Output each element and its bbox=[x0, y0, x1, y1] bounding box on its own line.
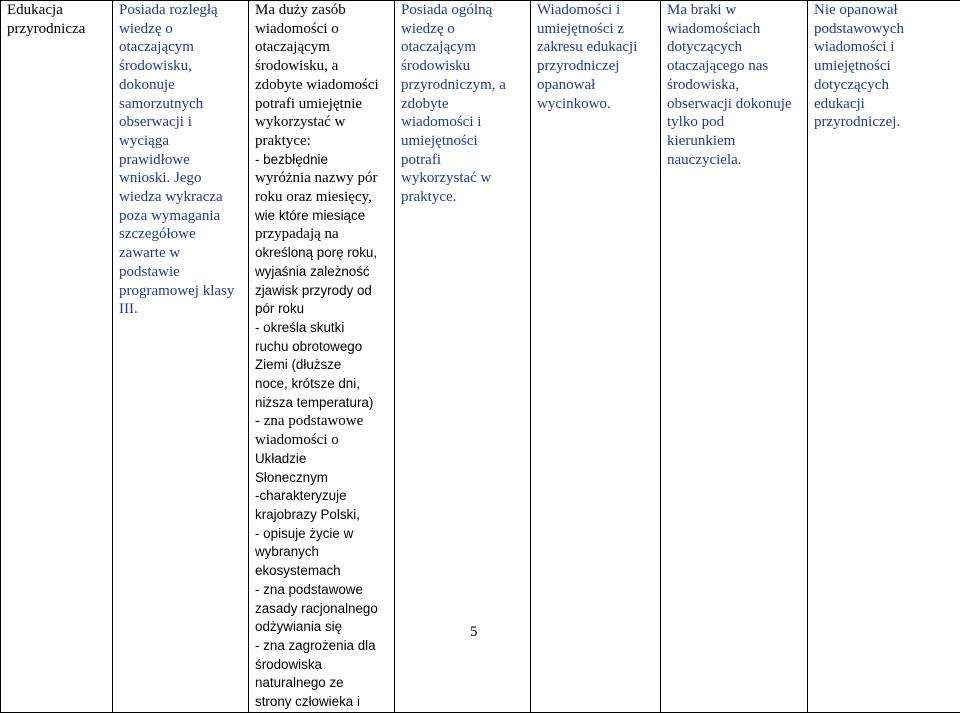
grade-5-text-line: - określa skutki bbox=[255, 319, 388, 338]
grade-1-text-line: Nie opanował bbox=[814, 1, 954, 20]
grade-5-text-line: - zna podstawowe bbox=[255, 412, 388, 431]
grade-5-text-line: roku oraz miesięcy, bbox=[255, 188, 388, 207]
grade-3-text-line: umiejętności z bbox=[537, 20, 654, 39]
cell-grade-2 bbox=[661, 1, 808, 713]
grade-6-text-line: samorzutnych bbox=[119, 95, 242, 114]
cell-grade-1 bbox=[808, 1, 960, 713]
cell-grade-4 bbox=[395, 1, 531, 713]
grade-6-text-line: Posiada rozległą bbox=[119, 1, 242, 20]
cell-grade-5 bbox=[249, 1, 395, 713]
grade-5-text-line: wybranych bbox=[255, 543, 388, 562]
grade-1-text-line: podstawowych bbox=[814, 20, 954, 39]
grade-5-text-line: pór roku bbox=[255, 300, 388, 319]
grade-5-text-line: krajobrazy Polski, bbox=[255, 506, 388, 525]
grade-4-text-line: zdobyte bbox=[401, 95, 524, 114]
grade-1-text-line: przyrodniczej. bbox=[814, 113, 954, 132]
grade-5-text-line: Słonecznym bbox=[255, 469, 388, 488]
grade-5-text-line: - zna podstawowe bbox=[255, 581, 388, 600]
grade-5-text-line: wiadomości o bbox=[255, 431, 388, 450]
grade-5-text-line: Układzie bbox=[255, 450, 388, 469]
table-row bbox=[1, 1, 960, 713]
grade-6-text-line: obserwacji i bbox=[119, 113, 242, 132]
grade-6-text-line: programowej klasy bbox=[119, 282, 242, 301]
grade-4-text-line: wykorzystać w bbox=[401, 169, 524, 188]
grade-3-text-line: przyrodniczej bbox=[537, 57, 654, 76]
grade-5-text-line: ruchu obrotowego bbox=[255, 338, 388, 357]
grade-6-text-line: dokonuje bbox=[119, 76, 242, 95]
grade-1-text-line: dotyczących bbox=[814, 76, 954, 95]
grade-1-text-line: wiadomości i bbox=[814, 38, 954, 57]
grade-5-text-line: wyróżnia nazwy pór bbox=[255, 169, 388, 188]
grade-2-text-line: dotyczących bbox=[667, 38, 801, 57]
grade-5-text-line: strony człowieka i bbox=[255, 693, 388, 712]
grade-2-text-line: otaczającego nas bbox=[667, 57, 801, 76]
grade-2-text-line: kierunkiem bbox=[667, 132, 801, 151]
grade-5-text-line: -charakteryzuje bbox=[255, 487, 388, 506]
grade-6-text-line: otaczającym bbox=[119, 38, 242, 57]
grade-6-text-line: środowisku, bbox=[119, 57, 242, 76]
area-text-line: Edukacja bbox=[7, 1, 106, 20]
grade-6-text-line: poza wymagania bbox=[119, 207, 242, 226]
grade-5-text-line: zdobyte wiadomości bbox=[255, 76, 388, 95]
grade-6-text-line: wyciąga bbox=[119, 132, 242, 151]
grade-5-text-line: wyjaśnia zależność bbox=[255, 263, 388, 282]
grade-6-text-line: wiedzę o bbox=[119, 20, 242, 39]
grade-5-text-line: Ziemi (dłuższe bbox=[255, 356, 388, 375]
grade-5-text-line: praktyce: bbox=[255, 132, 388, 151]
grade-5-text-line: noce, krótsze dni, bbox=[255, 375, 388, 394]
area-text-line: przyrodnicza bbox=[7, 20, 106, 39]
grade-4-text-line: Posiada ogólną bbox=[401, 1, 524, 20]
grade-5-text-line: określoną porę roku, bbox=[255, 244, 388, 263]
grade-6-text-line: szczegółowe bbox=[119, 225, 242, 244]
grade-3-text-line: opanował bbox=[537, 76, 654, 95]
grade-4-text-line: potrafi bbox=[401, 151, 524, 170]
grade-2-text-line: środowiska, bbox=[667, 76, 801, 95]
cell-area bbox=[1, 1, 113, 713]
grade-5-text-line: wykorzystać w bbox=[255, 113, 388, 132]
grade-1-text-line: umiejętności bbox=[814, 57, 954, 76]
grade-4-text-line: przyrodniczym, a bbox=[401, 76, 524, 95]
cell-grade-3 bbox=[531, 1, 661, 713]
grade-2-text-line: Ma braki w bbox=[667, 1, 801, 20]
grade-5-text-line: - opisuje życie w bbox=[255, 525, 388, 544]
grade-2-text-line: nauczyciela. bbox=[667, 151, 801, 170]
grade-5-text-line: ekosystemach bbox=[255, 562, 388, 581]
grade-6-text-line: wiedza wykracza bbox=[119, 188, 242, 207]
grade-4-text-line: umiejętności bbox=[401, 132, 524, 151]
grade-2-text-line: tylko pod bbox=[667, 113, 801, 132]
grade-5-text-line: środowisku, a bbox=[255, 57, 388, 76]
grade-5-text-line: wie które miesiące bbox=[255, 207, 388, 226]
grade-3-text-line: Wiadomości i bbox=[537, 1, 654, 20]
grade-5-text-line: otaczającym bbox=[255, 38, 388, 57]
grade-6-text-line: III. bbox=[119, 300, 242, 319]
grade-6-text-line: wnioski. Jego bbox=[119, 169, 242, 188]
grade-5-text-line: przypadają na bbox=[255, 225, 388, 244]
grade-5-text-line: środowiska bbox=[255, 656, 388, 675]
grade-6-text-line: podstawie bbox=[119, 263, 242, 282]
grade-5-text-line: zjawisk przyrody od bbox=[255, 282, 388, 301]
grade-4-text-line: wiedzę o bbox=[401, 20, 524, 39]
grade-5-text-line: zasady racjonalnego bbox=[255, 600, 388, 619]
grade-4-text-line: otaczającym bbox=[401, 38, 524, 57]
grade-1-text-line: edukacji bbox=[814, 95, 954, 114]
grade-5-text-line: niższa temperatura) bbox=[255, 394, 388, 413]
grade-6-text-line: prawidłowe bbox=[119, 151, 242, 170]
grade-4-text-line: praktyce. bbox=[401, 188, 524, 207]
grade-3-text-line: zakresu edukacji bbox=[537, 38, 654, 57]
page-number: 5 bbox=[470, 624, 478, 641]
grade-5-text-line: odżywiania się bbox=[255, 618, 388, 637]
grade-5-text-line: Ma duży zasób bbox=[255, 1, 388, 20]
grade-2-text-line: wiadomościach bbox=[667, 20, 801, 39]
grade-4-text-line: wiadomości i bbox=[401, 113, 524, 132]
grade-5-text-line: naturalnego ze bbox=[255, 674, 388, 693]
grade-2-text-line: obserwacji dokonuje bbox=[667, 95, 801, 114]
grade-5-text-line: wiadomości o bbox=[255, 20, 388, 39]
grade-6-text-line: zawarte w bbox=[119, 244, 242, 263]
grade-5-text-line: - zna zagrożenia dla bbox=[255, 637, 388, 656]
grade-4-text-line: środowisku bbox=[401, 57, 524, 76]
grade-5-text-line: - bezbłędnie bbox=[255, 151, 388, 170]
cell-grade-6 bbox=[113, 1, 249, 713]
grade-3-text-line: wycinkowo. bbox=[537, 95, 654, 114]
grade-5-text-line: potrafi umiejętnie bbox=[255, 95, 388, 114]
